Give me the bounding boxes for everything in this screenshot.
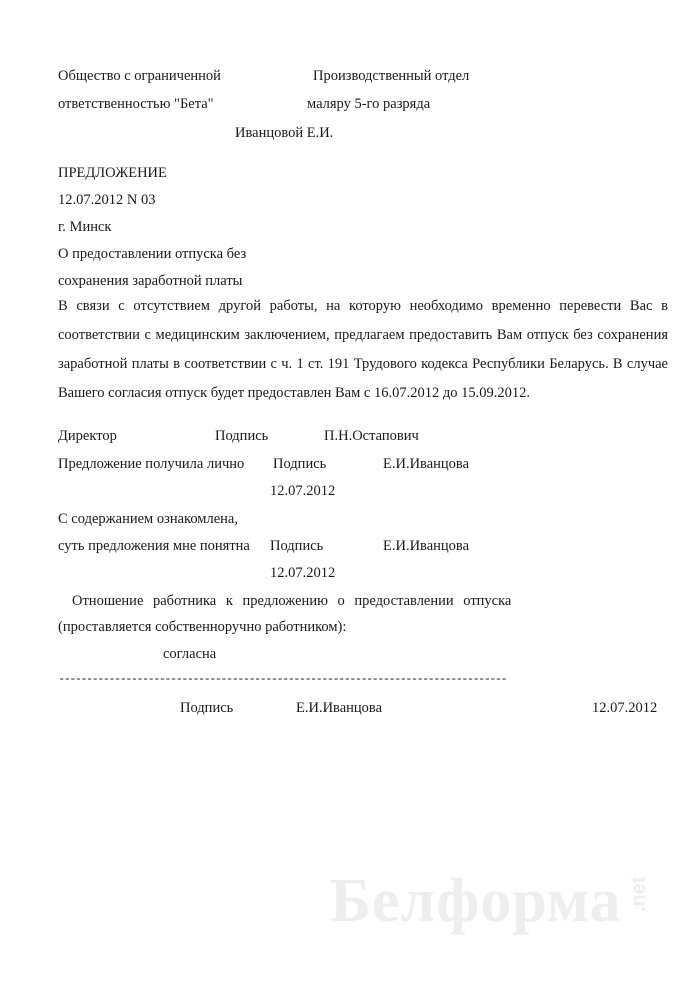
organization-name-line1: Общество с ограниченной: [58, 68, 221, 84]
familiar-label-line2: суть предложения мне понятна: [58, 538, 250, 554]
document-title: ПРЕДЛОЖЕНИЕ: [58, 165, 167, 181]
attitude-answer: согласна: [163, 646, 217, 662]
document-subject-line2: сохранения заработной платы: [58, 273, 243, 289]
received-label: Предложение получила лично: [58, 456, 245, 472]
received-signature-label: Подпись: [273, 456, 327, 472]
document-subject-line1: О предоставлении отпуска без: [58, 246, 247, 262]
familiar-employee-name: Е.И.Иванцова: [383, 538, 470, 554]
watermark-logo: Белформа: [330, 867, 622, 935]
director-signature-label: Подпись: [215, 428, 269, 444]
attitude-line2: (проставляется собственноручно работником):: [58, 619, 347, 635]
department-name: Производственный отдел: [313, 68, 470, 84]
familiar-signature-label: Подпись: [270, 538, 324, 554]
director-name: П.Н.Остапович: [324, 428, 419, 444]
document-date-number: 12.07.2012 N 03: [58, 192, 156, 208]
footer-signature-label: Подпись: [180, 700, 234, 716]
document-body-text: В связи с отсутствием другой работы, на которую необходимо временно перевести Вас в соответствии с медицинским заключением, предлагаем предоставить Вам отпуск без сохранения заработной платы в соответствии с ч. 1 ст. 191 Трудового кодекса Республики Беларусь. В случае Вашего согласия отпуск будет предоставлен Вам с 16.07.2012 до 15.09.2012.: [58, 298, 668, 401]
footer-date: 12.07.2012: [592, 700, 658, 716]
separator-line: --------------------------------------------------------------------------------: [58, 672, 507, 686]
familiar-date: 12.07.2012: [270, 565, 336, 581]
director-label: Директор: [58, 428, 117, 444]
footer-employee-name: Е.И.Иванцова: [296, 700, 383, 716]
attitude-line1: Отношение работника к предложению о предоставлении отпуска: [72, 593, 512, 609]
watermark-suffix: .net: [628, 876, 650, 912]
document-city: г. Минск: [58, 219, 112, 235]
addressee-name: Иванцовой Е.И.: [235, 125, 334, 141]
addressee-position: маляру 5-го разряда: [307, 96, 431, 112]
received-date: 12.07.2012: [270, 483, 336, 499]
document-body: [58, 292, 668, 408]
organization-name-line2: ответственностью "Бета": [58, 96, 214, 112]
familiar-label-line1: С содержанием ознакомлена,: [58, 511, 238, 527]
received-employee-name: Е.И.Иванцова: [383, 456, 470, 472]
